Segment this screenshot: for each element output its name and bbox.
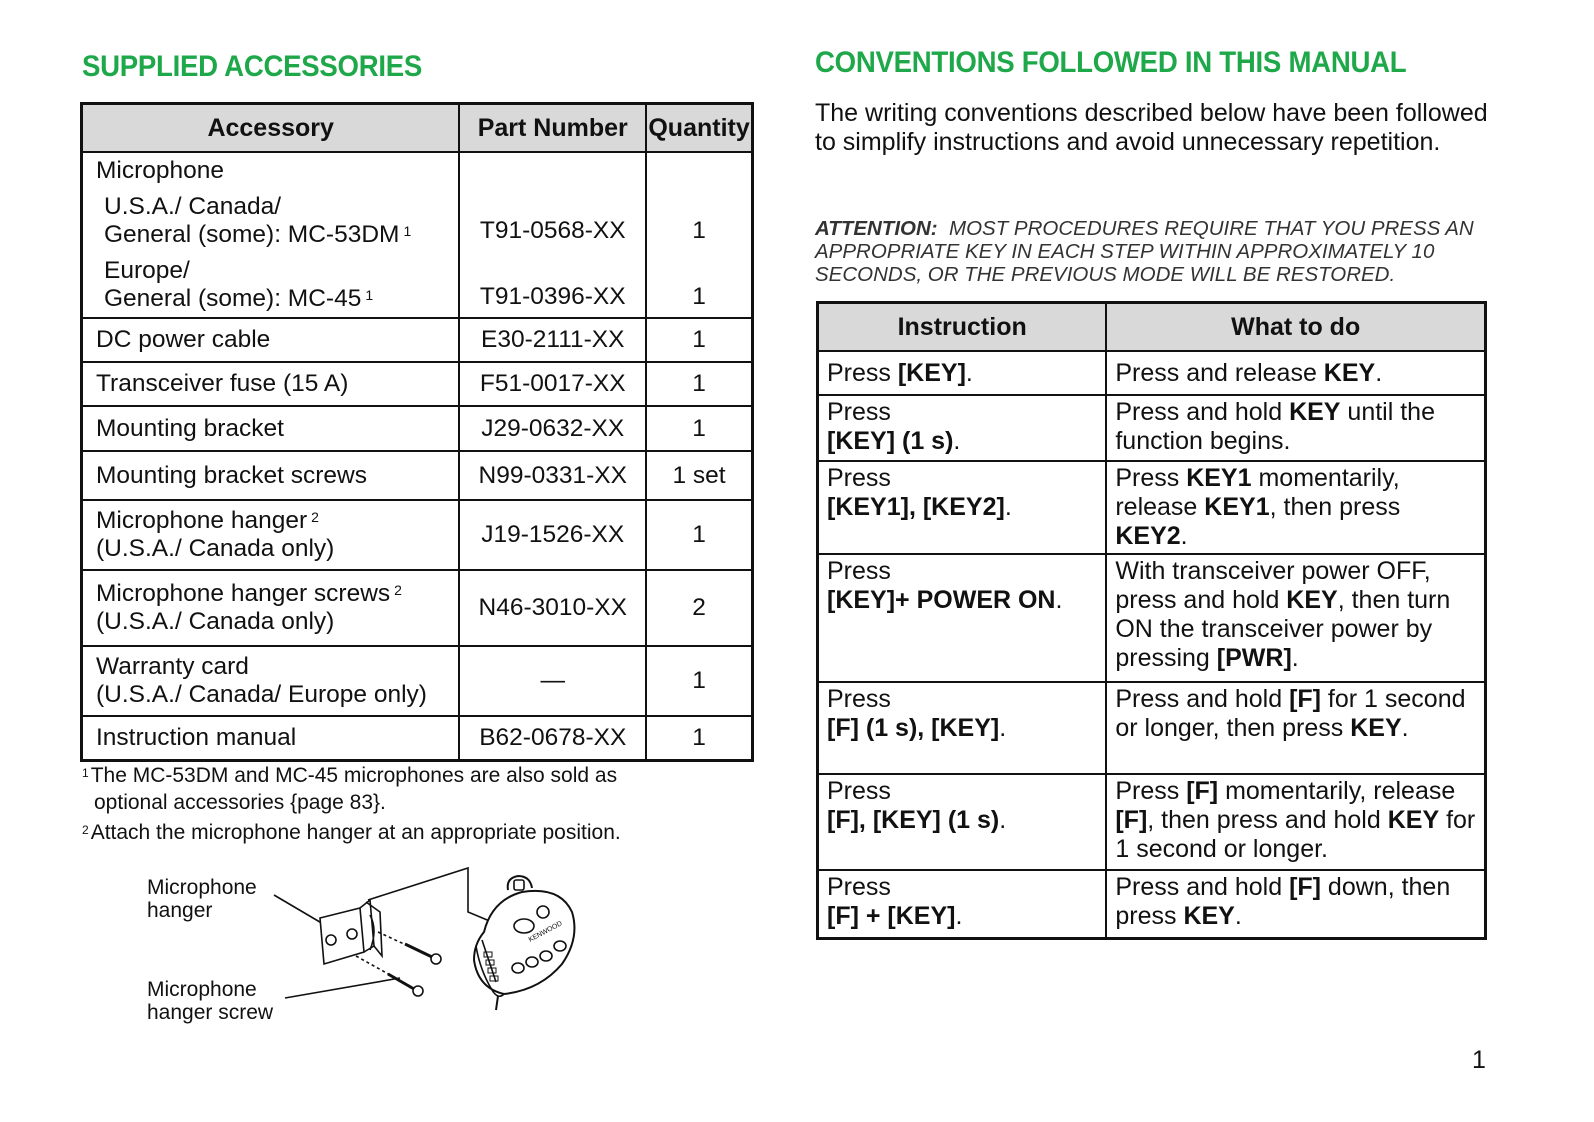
table-row [82, 152, 753, 318]
intro-paragraph: The writing conventions described below have been followed to simplify instructions and avoid unnecessary repetition. [815, 99, 1488, 156]
accessory-cell [82, 646, 460, 716]
column-header: Part Number [459, 104, 646, 153]
accessory-cell [82, 570, 460, 646]
footnote: $^2$Attach the microphone hanger at an appropriate position. [82, 821, 621, 844]
key-term: KEY [1183, 902, 1235, 930]
footnote-ref: 2 [394, 582, 402, 598]
table-row [82, 451, 753, 500]
instruction-cell: Press [F] + [KEY]. [818, 870, 1107, 938]
attention-text: MOST PROCEDURES REQUIRE THAT YOU PRESS AN APPROPRIATE KEY IN EACH STEP WITHIN APPROXIMATELY 10 SECONDS, OR THE PREVIOUS MODE WILL BE RESTORED. [815, 217, 1474, 286]
accessory-name: Microphone [96, 157, 225, 184]
instruction-text: momentarily, release [1218, 777, 1456, 805]
page-number: 1 [1472, 1046, 1486, 1074]
instruction-cell: Press [F], [KEY] (1 s). [818, 774, 1107, 870]
table-row [82, 362, 753, 406]
table-row [82, 570, 753, 646]
accessory-subname: U.S.A./ Canada/ [104, 193, 282, 220]
key-term: [PWR] [1216, 644, 1292, 672]
instruction-cell: Press [KEY1], [KEY2]. [818, 461, 1107, 554]
instruction-cell: Press [KEY]. [818, 351, 1107, 395]
column-header: Quantity [646, 104, 752, 153]
table-header-row [818, 303, 1486, 352]
part-number: T91-0396-XX [479, 283, 626, 310]
part-number: N46-3010-XX [459, 570, 646, 646]
instruction-text: Press [1115, 464, 1187, 492]
quantity: 1 [646, 362, 752, 406]
quantity: 1 [646, 500, 752, 570]
footnote-ref: 2 [311, 509, 319, 525]
part-number-cell [459, 152, 646, 318]
quantity: 1 [692, 217, 706, 244]
table-row [82, 500, 753, 570]
instruction-text: momentarily, release [1115, 464, 1400, 521]
table-row [818, 395, 1486, 461]
quantity: 1 [646, 318, 752, 362]
instruction-text: for 1 second or longer, then press [1115, 685, 1466, 742]
table-row [818, 351, 1486, 395]
instruction-text: Press and hold [1115, 873, 1290, 901]
supplied-accessories-heading: SUPPLIED ACCESSORIES [82, 50, 423, 83]
instruction-text: Press [1115, 777, 1187, 805]
table-row [82, 406, 753, 451]
footnote: optional accessories {page 83}. [94, 791, 386, 814]
screw [356, 956, 423, 996]
table-header-row [82, 104, 753, 153]
quantity: 1 [646, 646, 752, 716]
key-term: KEY [1289, 398, 1341, 426]
quantity-cell [646, 152, 752, 318]
table-row [818, 774, 1486, 870]
attention-label: ATTENTION: [815, 217, 938, 240]
quantity: 1 [646, 716, 752, 760]
footnote-ref: 1 [403, 223, 412, 239]
table-row [82, 318, 753, 362]
column-header: Accessory [82, 104, 460, 153]
instruction-text: Press and hold [1115, 685, 1290, 713]
part-number: J29-0632-XX [459, 406, 646, 451]
what-to-do-cell [1106, 351, 1485, 395]
accessory-subname: (U.S.A./ Canada only) [96, 535, 335, 562]
attention-note [815, 217, 1505, 286]
key-term: KEY [1286, 586, 1338, 614]
part-number: J19-1526-XX [459, 500, 646, 570]
screw [378, 932, 441, 964]
accessory-subname: Europe/ [104, 257, 190, 284]
accessory-subname: (U.S.A./ Canada only) [96, 608, 335, 635]
instruction-text: . [1234, 902, 1242, 930]
quantity: 1 set [646, 451, 752, 500]
accessory-name: Transceiver fuse (15 A) [82, 362, 460, 406]
accessory-name: Mounting bracket screws [82, 451, 460, 500]
instruction-text: Press and hold [1115, 398, 1290, 426]
key-term: KEY1 [1204, 493, 1270, 521]
instruction-cell: Press [F] (1 s), [KEY]. [818, 682, 1107, 774]
footnotes [82, 762, 621, 846]
footnote-ref: 1 [365, 287, 374, 303]
quantity: 2 [646, 570, 752, 646]
key-term: [F] [1115, 806, 1148, 834]
table-row [818, 870, 1486, 938]
accessory-name: Instruction manual [82, 716, 460, 760]
column-header: What to do [1106, 303, 1485, 352]
instruction-text: , then press [1269, 493, 1401, 521]
key-term: KEY [1387, 806, 1440, 834]
key-term: KEY1 [1186, 464, 1252, 492]
what-to-do-cell [1106, 554, 1485, 682]
conventions-table [816, 301, 1487, 940]
instruction-text: down, then press [1115, 873, 1451, 930]
key-term: [F] [1186, 777, 1219, 805]
accessory-name: Microphone hanger screws $^2$ [96, 580, 402, 607]
instruction-text: until the function begins. [1115, 398, 1435, 455]
instruction-text: . [1180, 522, 1188, 550]
what-to-do-cell [1106, 682, 1485, 774]
accessories-table [80, 102, 754, 762]
instruction-cell: Press [KEY] (1 s). [818, 395, 1107, 461]
accessory-subname: General (some): MC-45 $^1$ [104, 285, 374, 312]
instruction-text: . [1291, 644, 1299, 672]
figure-label-screw: Microphone hanger screw [147, 978, 274, 1024]
part-number: E30-2111-XX [459, 318, 646, 362]
microphone-hanger-illustration [260, 860, 590, 1040]
accessory-name: DC power cable [82, 318, 460, 362]
leader-line [285, 978, 400, 998]
accessory-subname: General (some): MC-53DM $^1$ [104, 221, 412, 248]
footnote: $^1$The MC-53DM and MC-45 microphones are also sold as [82, 764, 618, 787]
part-number: B62-0678-XX [459, 716, 646, 760]
instruction-text: , then turn ON the transceiver power by pressing [1115, 586, 1451, 672]
accessory-name: Warranty card [96, 653, 249, 680]
what-to-do-cell [1106, 774, 1485, 870]
what-to-do-cell [1106, 870, 1485, 938]
what-to-do-cell [1106, 461, 1485, 554]
column-header: Instruction [818, 303, 1107, 352]
accessory-name: Microphone hanger $^2$ [96, 507, 319, 534]
accessory-cell [82, 152, 460, 318]
key-term: KEY [1323, 358, 1376, 387]
part-number: N99-0331-XX [459, 451, 646, 500]
microphone [474, 876, 574, 1010]
key-term: KEY2 [1115, 522, 1181, 550]
instruction-text: for 1 second or longer. [1115, 806, 1476, 863]
key-term: [F] [1289, 873, 1321, 901]
instruction-text: , then press and hold [1147, 806, 1388, 834]
table-row [818, 461, 1486, 554]
part-number: F51-0017-XX [459, 362, 646, 406]
instruction-text: Press and release [1115, 358, 1324, 387]
table-row [818, 682, 1486, 774]
quantity: 1 [692, 283, 706, 310]
table-row [818, 554, 1486, 682]
table-row [82, 646, 753, 716]
accessory-subname: (U.S.A./ Canada/ Europe only) [96, 681, 427, 708]
instruction-text: . [1375, 358, 1383, 387]
instruction-text: . [1401, 714, 1409, 742]
key-term: [F] [1289, 685, 1321, 713]
key-term: KEY [1350, 714, 1402, 742]
accessory-cell [82, 500, 460, 570]
table-row [82, 716, 753, 760]
part-number: T91-0568-XX [479, 217, 626, 244]
instruction-cell: Press [KEY]+ POWER ON. [818, 554, 1107, 682]
what-to-do-cell [1106, 395, 1485, 461]
quantity: 1 [646, 406, 752, 451]
figure-label-hanger: Microphone hanger [147, 876, 257, 922]
conventions-heading: CONVENTIONS FOLLOWED IN THIS MANUAL [815, 46, 1407, 79]
hanger-bracket [320, 900, 382, 964]
brand-text: KENWOOD [527, 920, 564, 944]
part-number: — [459, 646, 646, 716]
accessory-name: Mounting bracket [82, 406, 460, 451]
instruction-text: With transceiver power OFF, press and hold [1115, 557, 1431, 614]
